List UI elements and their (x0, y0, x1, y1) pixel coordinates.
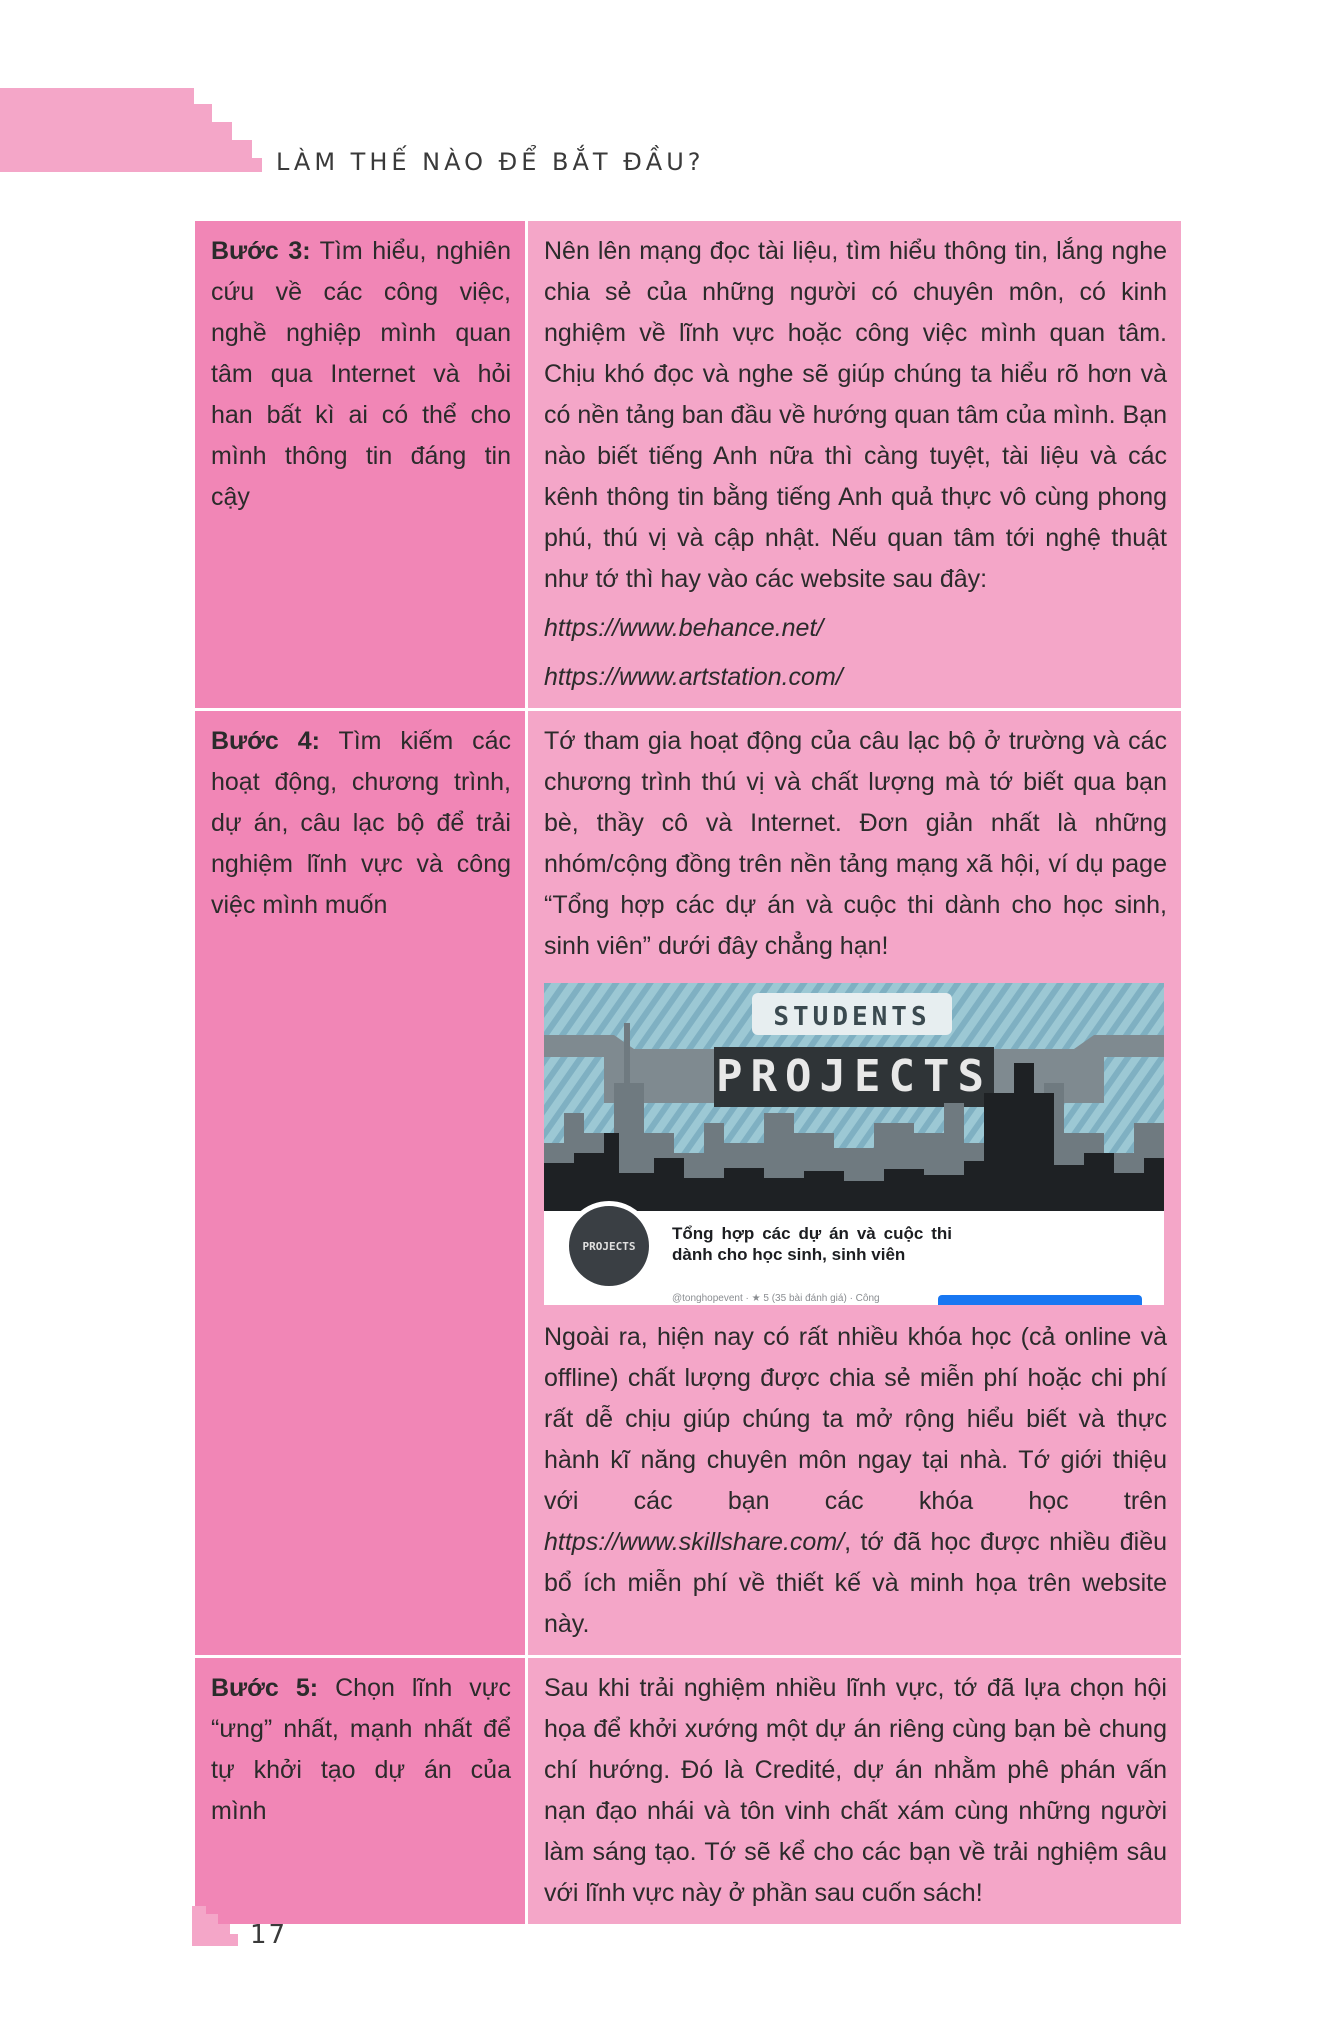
step-cell (194, 710, 527, 1657)
steps-table (192, 218, 1184, 1927)
footer-decoration-step (230, 1934, 238, 1946)
paragraph-text: , tớ đã học được nhiều điều bổ ích miễn phí về thiết kế và minh họa trên website này. (544, 1528, 1167, 1638)
description-paragraph: Nên lên mạng đọc tài liệu, tìm hiểu thông tin, lắng nghe chia sẻ của những người có chuyên môn, có kinh nghiệm về lĩnh vực hoặc công việc mình quan tâm. Chịu khó đọc và nghe sẽ giúp chúng ta hiểu rõ hơn và có nền tảng ban đầu về hướng quan tâm của mình. Bạn nào biết tiếng Anh nữa thì càng tuyệt, tài liệu và các kênh thông tin bằng tiếng Anh quả thực vô cùng phong phú, thú vị và cập nhật. Nếu quan tâm tới nghệ thuật như tớ thì hay vào các website sau đây: (544, 237, 1167, 593)
footer-decoration-step (218, 1924, 230, 1946)
table-row (194, 710, 1183, 1657)
cover-title-main: PROJECTS (716, 1051, 992, 1102)
description-cell (527, 710, 1183, 1657)
chapter-title: LÀM THẾ NÀO ĐỂ BẮT ĐẦU? (276, 148, 705, 176)
step-cell (194, 220, 527, 710)
header-decoration-step (194, 104, 212, 172)
table-row (194, 1657, 1183, 1926)
description-paragraph (544, 1317, 1167, 1645)
description-paragraph: Tớ tham gia hoạt động của câu lạc bộ ở trường và các chương trình thú vị và chất lượng mà tớ biết qua bạn bè, thầy cô và Internet. Đơn giản nhất là những nhóm/cộng đồng trên nền tảng mạng xã hội, ví dụ page “Tổng hợp các dự án và cuộc thi dành cho học sinh, sinh viên” dưới đây chẳng hạn! (544, 727, 1167, 960)
footer-decoration-step (206, 1914, 218, 1946)
avatar-text: PROJECTS (582, 1239, 636, 1253)
step-text: Tìm hiểu, nghiên cứu về các công việc, nghề nghiệp mình quan tâm qua Internet và hỏi han bất kì ai có thể cho mình thông tin đáng tin cậy (211, 237, 511, 511)
description-cell (527, 1657, 1183, 1926)
page-meta: @tonghopevent · ★ 5 (35 bài đánh giá) · Công (672, 1293, 880, 1304)
header-decoration-step (232, 140, 252, 172)
description-paragraph: Sau khi trải nghiệm nhiều lĩnh vực, tớ đã lựa chọn hội họa để khởi xướng một dự án riêng cùng bạn bè chung chí hướng. Đó là Credité, dự án nhằm phê phán vấn nạn đạo nhái và tôn vinh chất xám cùng những người làm sáng tạo. Tớ sẽ kể cho các bạn về trải nghiệm sâu với lĩnh vực này ở phần sau cuốn sách! (544, 1674, 1167, 1907)
description-cell (527, 220, 1183, 710)
page-number: 17 (250, 1920, 288, 1950)
cover-image (544, 983, 1164, 1211)
city-skyline-illustration (544, 983, 1164, 1211)
step-label: Bước 3: (211, 237, 311, 265)
header-decoration-step (252, 158, 262, 172)
step-label: Bước 4: (211, 727, 320, 755)
page-info-bar (544, 1211, 1164, 1305)
facebook-page-screenshot (544, 983, 1164, 1305)
step-cell (194, 1657, 527, 1926)
website-link[interactable]: https://www.behance.net/ (544, 614, 824, 642)
table-row (194, 220, 1183, 710)
cover-title-top: STUDENTS (773, 1002, 931, 1032)
page-avatar[interactable] (564, 1201, 654, 1291)
website-link[interactable]: https://www.skillshare.com/ (544, 1528, 845, 1556)
step-label: Bước 5: (211, 1674, 319, 1702)
page-action-button[interactable] (938, 1295, 1142, 1305)
website-link[interactable]: https://www.artstation.com/ (544, 663, 843, 691)
header-decoration-step (212, 122, 232, 172)
paragraph-text: Ngoài ra, hiện nay có rất nhiều khóa học (cả online và offline) chất lượng được chia sẻ miễn phí hoặc chi phí rất dễ chịu giúp chúng ta mở rộng hiểu biết và thực hành kĩ năng chuyên môn ngay tại nhà. Tớ giới thiệu với các bạn các khóa học trên (544, 1323, 1167, 1515)
page-name[interactable]: Tổng hợp các dự án và cuộc thi dành cho học sinh, sinh viên (672, 1224, 952, 1264)
step-text: Tìm kiếm các hoạt động, chương trình, dự án, câu lạc bộ để trải nghiệm lĩnh vực và công việc mình muốn (211, 727, 511, 919)
footer-decoration (192, 1906, 206, 1946)
header-decoration (0, 88, 194, 172)
step-text: Chọn lĩnh vực “ưng” nhất, mạnh nhất để tự khởi tạo dự án của mình (211, 1674, 511, 1825)
